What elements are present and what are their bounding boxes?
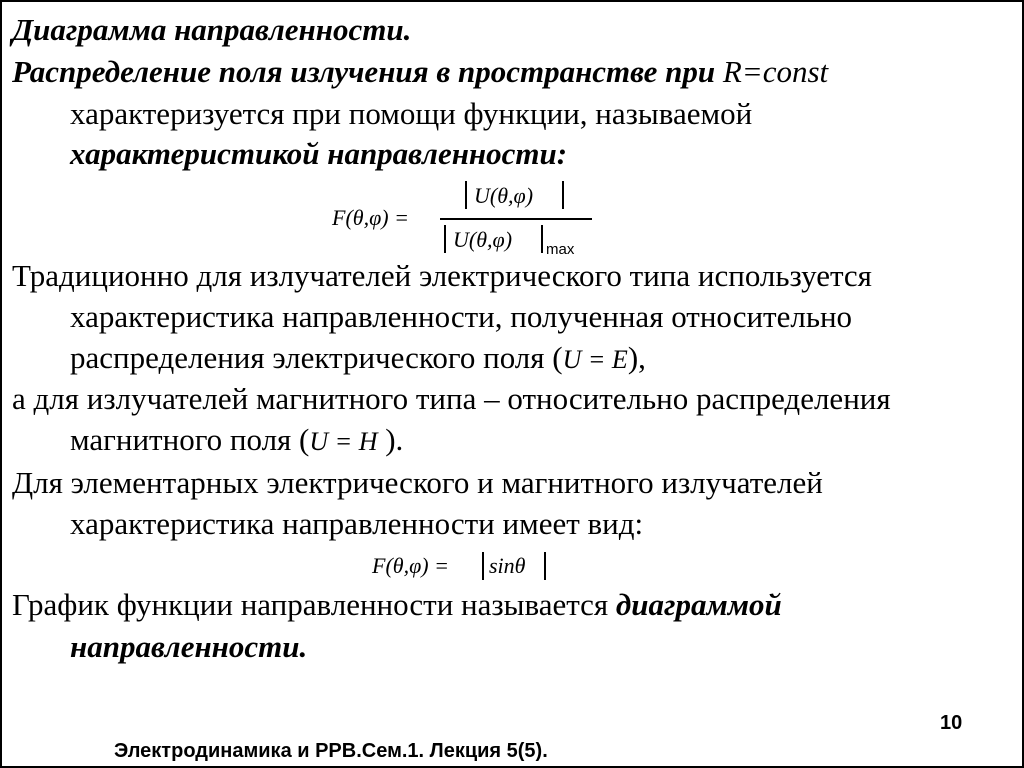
slide-title: Диаграмма направленности. bbox=[12, 12, 412, 47]
abs-bar bbox=[544, 552, 546, 580]
r-const: R=const bbox=[722, 54, 829, 89]
intro-lead: Распределение поля излучения в пространстве при bbox=[12, 54, 723, 89]
intro-line-2: характеризуется при помощи функции, называемой bbox=[70, 96, 753, 131]
sin-formula bbox=[372, 550, 572, 584]
formula2-lhs: F(θ,φ) = bbox=[372, 553, 449, 578]
u-equals-e: U = E bbox=[562, 345, 628, 374]
magnetic-line-2: магнитного поля (U = H ). bbox=[70, 422, 404, 457]
intro-line-1 bbox=[12, 54, 828, 90]
elementary-line-2: характеристика направленности имеет вид: bbox=[70, 506, 644, 541]
electric-line-1: Традиционно для излучателей электрического типа используется bbox=[12, 258, 872, 293]
formula1-numerator: U(θ,φ) bbox=[474, 183, 534, 208]
abs-bar bbox=[444, 225, 446, 253]
abs-bar bbox=[465, 181, 467, 209]
formula2-rhs: sinθ bbox=[489, 553, 526, 578]
fraction-line bbox=[440, 218, 592, 220]
electric-line-2: характеристика направленности, полученная относительно bbox=[70, 299, 853, 334]
graph-line-1: График функции направленности называется диаграммой bbox=[12, 587, 782, 622]
u-equals-h: U = H bbox=[309, 427, 378, 456]
diagram-term: диаграммой bbox=[615, 587, 782, 622]
graph-line-2: направленности. bbox=[70, 629, 308, 664]
intro-line-3: характеристикой направленности: bbox=[70, 136, 568, 171]
formula1-subscript: max bbox=[546, 241, 575, 258]
footer-text: Электродинамика и РРВ.Сем.1. Лекция 5(5). bbox=[114, 740, 548, 762]
abs-bar bbox=[541, 225, 543, 253]
electric-line-3: распределения электрического поля (U = E), bbox=[70, 340, 646, 375]
page-number: 10 bbox=[940, 712, 963, 734]
formula1-lhs: F(θ,φ) = bbox=[332, 205, 409, 230]
directivity-formula bbox=[332, 177, 612, 261]
magnetic-line-1: а для излучателей магнитного типа – относительно распределения bbox=[12, 381, 891, 416]
abs-bar bbox=[562, 181, 564, 209]
elementary-line-1: Для элементарных электрического и магнитного излучателей bbox=[12, 465, 823, 500]
abs-bar bbox=[482, 552, 484, 580]
formula1-denominator: U(θ,φ) bbox=[453, 227, 513, 252]
